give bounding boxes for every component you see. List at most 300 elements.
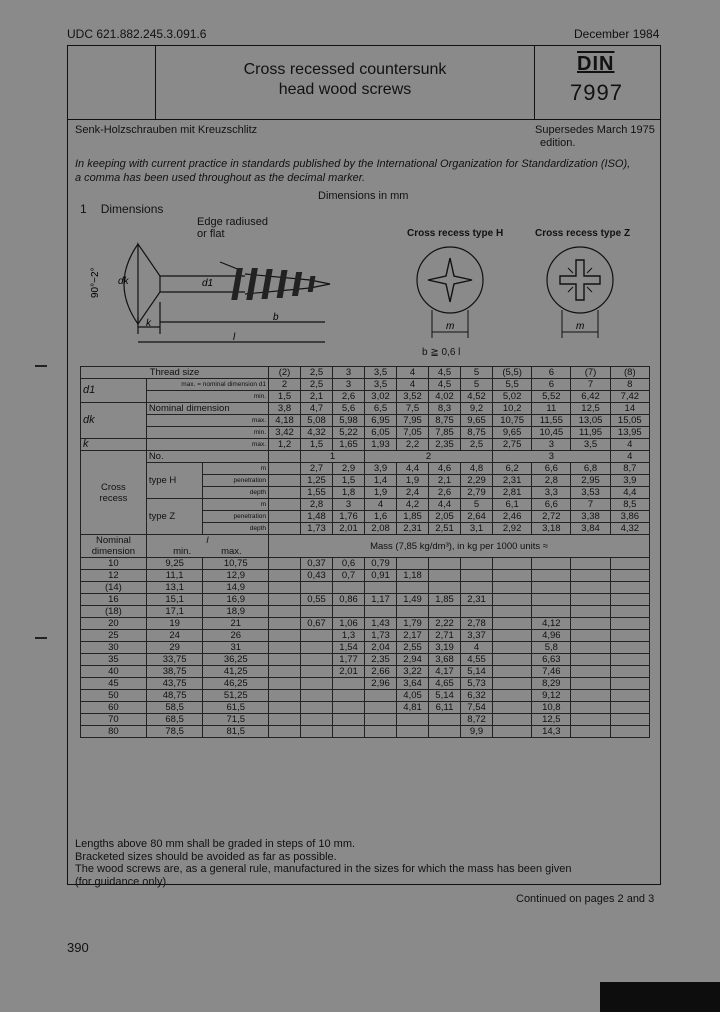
table-cell: 2,8 — [301, 499, 333, 511]
table-cell: 4,81 — [397, 702, 429, 714]
scan-artifact — [600, 982, 720, 1012]
table-row — [81, 499, 650, 511]
table-cell: 9,65 — [493, 427, 532, 439]
table-cell — [571, 630, 610, 642]
head-radius — [124, 244, 240, 324]
table-cell: 5,14 — [429, 690, 461, 702]
table-cell: 6,32 — [461, 690, 493, 702]
table-cell — [365, 714, 397, 726]
table-cell: 0,43 — [301, 570, 333, 582]
thread-size: (5,5) — [493, 367, 532, 379]
table-row — [81, 654, 650, 666]
section-heading — [80, 202, 163, 216]
table-cell — [610, 570, 649, 582]
table-cell: 41,25 — [203, 666, 269, 678]
table-cell: 45 — [81, 678, 147, 690]
table-cell — [397, 606, 429, 618]
table-row — [81, 427, 650, 439]
table-cell: 2,5 — [301, 379, 333, 391]
table-cell: 0,91 — [365, 570, 397, 582]
table-cell: 2,35 — [365, 654, 397, 666]
table-cell: 33,75 — [146, 654, 203, 666]
table-cell: 24 — [146, 630, 203, 642]
table-cell — [269, 511, 301, 523]
table-cell — [571, 726, 610, 738]
table-cell: 2,71 — [429, 630, 461, 642]
table-cell: 8,3 — [429, 403, 461, 415]
supersedes-note — [535, 124, 655, 150]
table-cell: 3,3 — [532, 487, 571, 499]
table-cell: 2,29 — [461, 475, 493, 487]
table-cell: 9,25 — [146, 558, 203, 570]
table-cell: 2,81 — [493, 487, 532, 499]
table-cell: 4,6 — [429, 463, 461, 475]
table-cell — [333, 582, 365, 594]
table-cell: 3,1 — [461, 523, 493, 535]
table-cell — [610, 558, 649, 570]
table-cell — [610, 654, 649, 666]
table-cell: 4,4 — [429, 499, 461, 511]
table-cell: 3,37 — [461, 630, 493, 642]
table-cell — [365, 726, 397, 738]
k-symbol: k — [81, 439, 147, 451]
table-cell: 3,86 — [610, 511, 649, 523]
table-cell: 4,96 — [532, 630, 571, 642]
table-cell: 19 — [146, 618, 203, 630]
table-cell: m — [203, 463, 269, 475]
screw-tip — [245, 274, 330, 294]
table-cell: 1,43 — [365, 618, 397, 630]
table-cell: 7 — [571, 499, 610, 511]
table-cell: 1,65 — [333, 439, 365, 451]
table-cell: 2,2 — [397, 439, 429, 451]
table-cell — [365, 702, 397, 714]
table-cell — [269, 714, 301, 726]
screw-drawing — [80, 222, 340, 352]
table-cell — [571, 618, 610, 630]
table-cell — [493, 630, 532, 642]
table-cell: 21 — [203, 618, 269, 630]
thread-size: 4,5 — [429, 367, 461, 379]
margin-mark — [35, 365, 47, 367]
table-cell: 2,31 — [461, 594, 493, 606]
table-cell: 4,02 — [429, 391, 461, 403]
table-cell — [397, 714, 429, 726]
table-cell: 4 — [461, 642, 493, 654]
table-cell: 1,73 — [365, 630, 397, 642]
table-cell: 2,66 — [365, 666, 397, 678]
recess-z-drawing — [540, 240, 620, 340]
edge-note-line-1: Edge radiused — [197, 216, 268, 228]
table-cell: 2,9 — [333, 463, 365, 475]
thread-size: 6 — [532, 367, 571, 379]
table-cell — [493, 582, 532, 594]
table-cell: 71,5 — [203, 714, 269, 726]
table-cell: 1,9 — [365, 487, 397, 499]
table-cell — [493, 618, 532, 630]
table-cell: 3,19 — [429, 642, 461, 654]
table-cell: 1,18 — [397, 570, 429, 582]
table-cell: 15,05 — [610, 415, 649, 427]
table-row — [81, 379, 650, 391]
table-cell — [493, 642, 532, 654]
table-cell: 1,9 — [397, 475, 429, 487]
table-cell: 14 — [610, 403, 649, 415]
table-cell: 8,29 — [532, 678, 571, 690]
table-cell: 3,9 — [610, 475, 649, 487]
table-cell: 1,73 — [301, 523, 333, 535]
table-cell: 9,2 — [461, 403, 493, 415]
table-cell: 0,7 — [333, 570, 365, 582]
publication-date: December 1984 — [574, 27, 660, 41]
dimensions-unit-note: Dimensions in mm — [318, 190, 409, 202]
table-cell: 5,02 — [493, 391, 532, 403]
table-cell: 26 — [203, 630, 269, 642]
table-cell — [571, 654, 610, 666]
table-cell: 0,79 — [365, 558, 397, 570]
mass-label: Mass (7,85 kg/dm³), in kg per 1000 units ≈ — [269, 535, 650, 558]
table-row — [81, 367, 650, 379]
table-cell: 16 — [81, 594, 147, 606]
d1-symbol: d1 — [81, 379, 147, 403]
table-cell: 48,75 — [146, 690, 203, 702]
table-cell: 5 — [461, 499, 493, 511]
table-cell: 4,05 — [397, 690, 429, 702]
table-cell — [269, 606, 301, 618]
table-cell: 2,1 — [429, 475, 461, 487]
table-row — [81, 391, 650, 403]
table-cell: 6,42 — [571, 391, 610, 403]
table-cell: 10 — [81, 558, 147, 570]
title-line-1: Cross recessed countersunk — [243, 61, 447, 78]
table-row — [81, 630, 650, 642]
table-cell — [301, 726, 333, 738]
table-cell: max. = nominal dimension d1 — [146, 379, 268, 391]
length-label: l min. max. — [146, 535, 268, 558]
table-cell — [269, 558, 301, 570]
table-cell: 2,94 — [397, 654, 429, 666]
cross-recess-label: Cross recess — [81, 451, 147, 535]
table-cell: 5 — [461, 379, 493, 391]
table-cell — [571, 666, 610, 678]
recess-z-label: Cross recess type Z — [535, 228, 631, 239]
table-cell: 4,4 — [397, 463, 429, 475]
table-cell: penetration — [203, 511, 269, 523]
margin-mark — [35, 637, 47, 639]
table-cell: 1,3 — [333, 630, 365, 642]
table-cell — [493, 606, 532, 618]
table-cell: 6,5 — [365, 403, 397, 415]
table-cell: 1,48 — [301, 511, 333, 523]
table-cell: max. — [146, 415, 268, 427]
table-cell: 3,68 — [429, 654, 461, 666]
table-cell: m — [203, 499, 269, 511]
table-cell: 4,52 — [461, 391, 493, 403]
table-cell: (14) — [81, 582, 147, 594]
table-cell — [301, 642, 333, 654]
table-row — [81, 594, 650, 606]
table-cell: 3,02 — [365, 391, 397, 403]
table-cell: 0,67 — [301, 618, 333, 630]
table-cell: 50 — [81, 690, 147, 702]
table-cell: 58,5 — [146, 702, 203, 714]
recess-h-label: Cross recess type H — [407, 228, 504, 239]
table-row — [81, 415, 650, 427]
table-cell: 46,25 — [203, 678, 269, 690]
table-cell — [571, 714, 610, 726]
german-title: Senk-Holzschrauben mit Kreuzschlitz — [75, 124, 258, 136]
table-cell: 10,45 — [532, 427, 571, 439]
table-cell: 2,35 — [429, 439, 461, 451]
table-cell: 3,84 — [571, 523, 610, 535]
footnote-1: Lengths above 80 mm shall be graded in steps of 10 mm. — [75, 838, 356, 850]
table-cell: 13,05 — [571, 415, 610, 427]
table-cell: 1,79 — [397, 618, 429, 630]
table-cell: 9,12 — [532, 690, 571, 702]
table-cell: 2,08 — [365, 523, 397, 535]
table-cell: 6,8 — [571, 463, 610, 475]
table-row — [81, 618, 650, 630]
table-cell: 6,6 — [532, 463, 571, 475]
table-cell: 2,01 — [333, 523, 365, 535]
table-cell: 1,2 — [269, 439, 301, 451]
recess-h-drawing — [410, 240, 490, 340]
table-cell — [532, 558, 571, 570]
table-row — [81, 678, 650, 690]
table-cell: 1,85 — [429, 594, 461, 606]
thread-size: 2,5 — [301, 367, 333, 379]
table-cell: penetration — [203, 475, 269, 487]
table-cell: 2,6 — [333, 391, 365, 403]
table-cell: 5,8 — [532, 642, 571, 654]
table-cell: 4 — [610, 451, 649, 463]
table-cell: 4,12 — [532, 618, 571, 630]
table-cell: 2,95 — [571, 475, 610, 487]
table-cell: 1,49 — [397, 594, 429, 606]
table-cell: 3,52 — [397, 391, 429, 403]
table-cell: 2,22 — [429, 618, 461, 630]
table-cell: 1,06 — [333, 618, 365, 630]
table-cell: 1,5 — [269, 391, 301, 403]
table-cell: 1,55 — [301, 487, 333, 499]
table-cell: 40 — [81, 666, 147, 678]
table-cell: 3 — [493, 451, 611, 463]
recess-h-m-label: m — [446, 321, 455, 332]
table-cell: 3,64 — [397, 678, 429, 690]
table-cell — [461, 582, 493, 594]
table-cell: 1,77 — [333, 654, 365, 666]
din-logo: DIN — [577, 53, 615, 75]
table-row — [81, 702, 650, 714]
table-cell: Nominal dimension — [146, 403, 268, 415]
table-cell — [532, 606, 571, 618]
table-cell — [610, 678, 649, 690]
decimal-marker-note — [75, 157, 655, 185]
table-cell: 4,32 — [301, 427, 333, 439]
table-cell — [493, 594, 532, 606]
table-cell: 16,9 — [203, 594, 269, 606]
table-cell: 4,8 — [461, 463, 493, 475]
table-cell: 51,25 — [203, 690, 269, 702]
table-cell — [610, 630, 649, 642]
table-cell: 12,5 — [532, 714, 571, 726]
table-cell: 29 — [146, 642, 203, 654]
table-cell — [365, 690, 397, 702]
table-row — [81, 451, 650, 463]
table-cell: max. — [146, 439, 268, 451]
table-row — [81, 463, 650, 475]
supersedes-line-1: Supersedes March 1975 — [535, 124, 655, 136]
table-cell: 7,5 — [397, 403, 429, 415]
thread-size: 3 — [333, 367, 365, 379]
table-cell: 11,55 — [532, 415, 571, 427]
table-cell — [493, 558, 532, 570]
table-cell — [493, 702, 532, 714]
table-row — [81, 439, 650, 451]
table-cell: 13,1 — [146, 582, 203, 594]
table-cell: 1,17 — [365, 594, 397, 606]
table-cell — [532, 582, 571, 594]
table-cell: 38,75 — [146, 666, 203, 678]
table-row — [81, 403, 650, 415]
table-cell: 1,93 — [365, 439, 397, 451]
table-cell — [429, 570, 461, 582]
table-cell — [571, 582, 610, 594]
table-cell: depth — [203, 487, 269, 499]
footnote-4: (for guidance only). — [75, 875, 170, 888]
table-cell: 70 — [81, 714, 147, 726]
dk-label: dk — [118, 276, 129, 287]
table-cell: 3,5 — [571, 439, 610, 451]
standard-number: 7997 — [570, 80, 623, 105]
table-cell: 7,95 — [397, 415, 429, 427]
table-cell: 2,4 — [397, 487, 429, 499]
table-cell — [301, 678, 333, 690]
table-cell: 30 — [81, 642, 147, 654]
table-cell: 1,5 — [333, 475, 365, 487]
table-cell — [493, 690, 532, 702]
table-cell — [610, 582, 649, 594]
table-cell — [571, 702, 610, 714]
table-cell: 3 — [333, 379, 365, 391]
table-cell: min. — [146, 427, 268, 439]
table-cell: 20 — [81, 618, 147, 630]
table-cell — [571, 690, 610, 702]
table-cell: 2,7 — [301, 463, 333, 475]
table-cell: 3,42 — [269, 427, 301, 439]
table-cell: 7,54 — [461, 702, 493, 714]
thread-size: (8) — [610, 367, 649, 379]
table-cell: 10,75 — [203, 558, 269, 570]
table-cell — [269, 451, 301, 463]
table-cell: 6,63 — [532, 654, 571, 666]
table-cell: 2,31 — [397, 523, 429, 535]
title-divider-right — [534, 45, 535, 120]
table-cell: 31 — [203, 642, 269, 654]
table-cell: 8,5 — [610, 499, 649, 511]
k-label: k — [146, 318, 151, 329]
table-cell: 78,5 — [146, 726, 203, 738]
table-cell: 12 — [81, 570, 147, 582]
table-cell: 7,85 — [429, 427, 461, 439]
table-cell: 2,75 — [493, 439, 532, 451]
table-cell — [269, 642, 301, 654]
table-cell — [610, 714, 649, 726]
table-cell: 68,5 — [146, 714, 203, 726]
table-row — [81, 690, 650, 702]
table-cell — [571, 642, 610, 654]
table-cell: 10,8 — [532, 702, 571, 714]
table-cell: 4,5 — [429, 379, 461, 391]
table-cell: 2,31 — [493, 475, 532, 487]
table-cell: 2,1 — [301, 391, 333, 403]
table-row — [81, 666, 650, 678]
table-cell: 2,96 — [365, 678, 397, 690]
table-cell: 2,17 — [397, 630, 429, 642]
angle-label: 90°−2° — [90, 267, 101, 298]
decimal-note-line-2: a comma has been used throughout as the decimal marker. — [75, 172, 366, 184]
table-row — [81, 726, 650, 738]
table-cell — [269, 570, 301, 582]
table-cell: 2,79 — [461, 487, 493, 499]
table-row — [81, 558, 650, 570]
table-cell: 2,6 — [429, 487, 461, 499]
table-cell — [269, 475, 301, 487]
b-label: b — [273, 312, 279, 323]
table-cell: 2,64 — [461, 511, 493, 523]
nominal-dimension-label: Nominal dimension — [81, 535, 147, 558]
thread-size: 5 — [461, 367, 493, 379]
table-cell: 14,3 — [532, 726, 571, 738]
table-cell — [269, 678, 301, 690]
d1-label: d1 — [202, 278, 214, 289]
table-cell: 3,5 — [365, 379, 397, 391]
table-cell: 2,92 — [493, 523, 532, 535]
table-cell: 7,42 — [610, 391, 649, 403]
table-cell: depth — [203, 523, 269, 535]
table-cell: 6,11 — [429, 702, 461, 714]
footnote-3: The wood screws are, as a general rule, manufactured in the sizes for which the mass has been given — [75, 863, 572, 875]
table-cell — [397, 558, 429, 570]
thread-size-label: Thread size — [81, 367, 269, 379]
table-cell — [269, 582, 301, 594]
table-cell — [365, 582, 397, 594]
table-cell — [493, 666, 532, 678]
table-cell: 25 — [81, 630, 147, 642]
table-cell — [532, 594, 571, 606]
table-cell: 3,22 — [397, 666, 429, 678]
table-cell — [429, 714, 461, 726]
table-cell: 10,75 — [493, 415, 532, 427]
thread-size: (2) — [269, 367, 301, 379]
table-cell: min. — [146, 391, 268, 403]
table-cell: 1,5 — [301, 439, 333, 451]
recess-z-m-label: m — [576, 321, 585, 332]
table-cell: 35 — [81, 654, 147, 666]
section-title: Dimensions — [100, 202, 164, 216]
table-cell: 43,75 — [146, 678, 203, 690]
table-cell — [301, 606, 333, 618]
table-cell: 8,72 — [461, 714, 493, 726]
dimensions-table — [80, 366, 650, 738]
table-cell: 6,1 — [493, 499, 532, 511]
table-cell: 0,86 — [333, 594, 365, 606]
table-cell: 6,2 — [493, 463, 532, 475]
table-cell: 8,75 — [461, 427, 493, 439]
table-cell: 3,53 — [571, 487, 610, 499]
table-cell: 2,05 — [429, 511, 461, 523]
table-cell — [571, 678, 610, 690]
